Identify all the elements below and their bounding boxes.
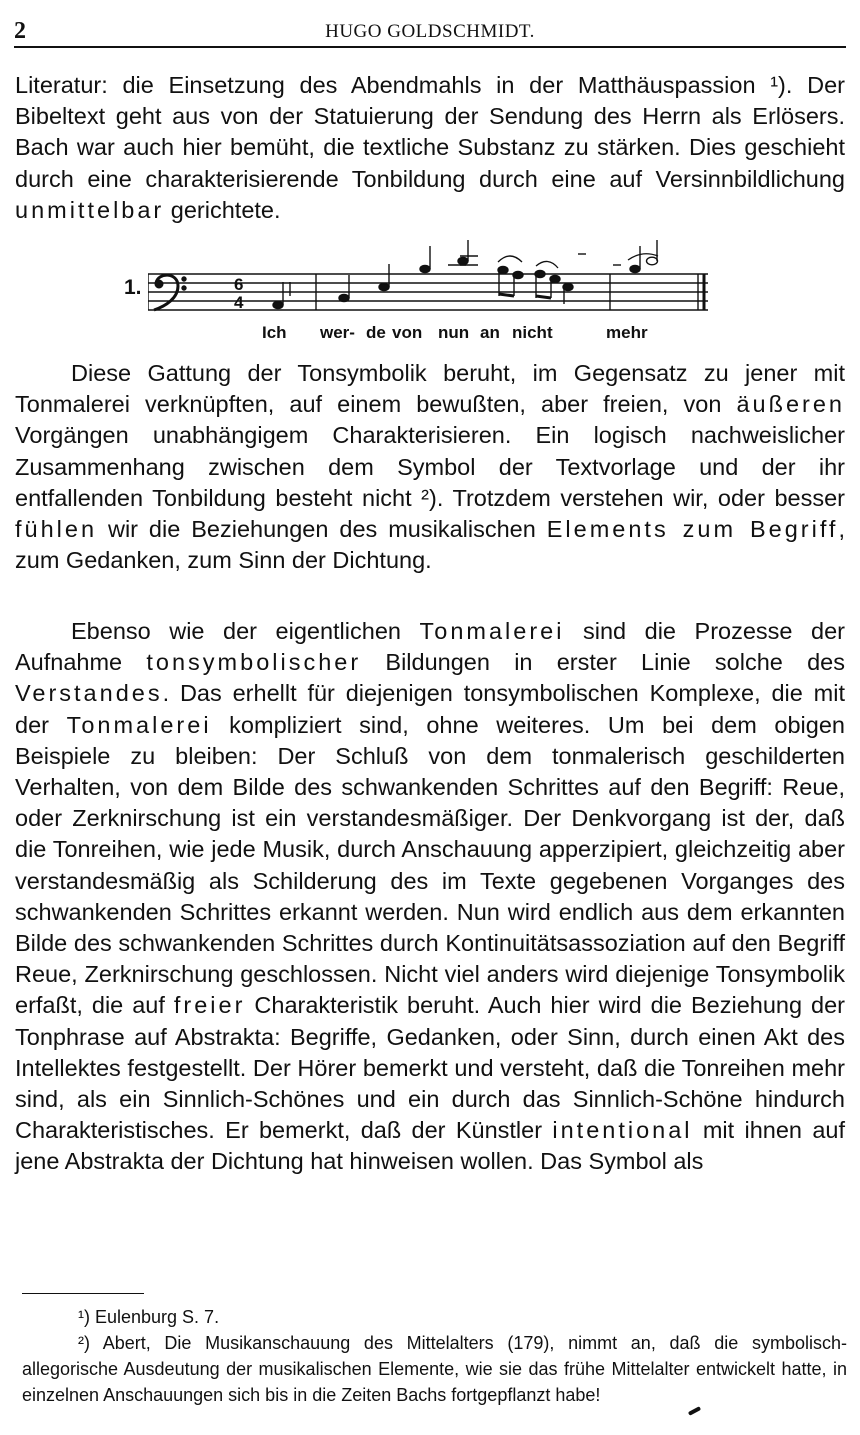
footnote-1: ¹) Eulenburg S. 7. — [78, 1307, 220, 1327]
footnote-separator — [22, 1293, 144, 1294]
paragraph-3-text-f: Charakteristik beruht. Auch hier wird die Beziehung der Tonphrase auf Abstrakta: Begriffe, Gedanken, oder Sinn, durch einen Akt des Intellektes festgestellt. Der Hörer bemerkt und versteht, daß die Tonreihen mehr sind, als ein Sinnlich-Schönes und ein durch das Sinnlich-Schöne hindurch Charakteristisches. Er bemerkt, daß der Künstler — [15, 992, 845, 1144]
music-example — [118, 238, 718, 348]
paragraph-2-text-d: , zum Gedanken, zum Sinn der Dichtung. — [15, 516, 845, 574]
running-head: HUGO GOLDSCHMIDT. — [325, 21, 535, 42]
paragraph-3-text-g: mit ihnen auf jene Abstrakta der Dichtung hat hinweisen wollen. Das Symbol als — [15, 1117, 845, 1175]
paragraph-2-text-c: wir die Beziehungen des musikalischen — [97, 516, 547, 543]
spaced-emphasis: äußeren — [736, 391, 845, 418]
paragraph-3 — [15, 616, 845, 1178]
lyric-syllable: de — [366, 323, 386, 342]
footnote-2 — [22, 1330, 847, 1408]
footnote-2-text: ²) Abert, Die Musikanschauung des Mittelalters (179), nimmt an, daß die symbolisch-allegorische Ausdeutung der musikalischen Elemente, wie sie das frühe Mittelalter entwickelt hatte, in einzelnen Anschauungen sich bis in die Zeiten Bachs fortgepflanzt habe! — [22, 1333, 847, 1405]
paragraph-1 — [15, 70, 845, 226]
time-signature-top: 6 — [234, 275, 244, 294]
lyric-syllable: mehr — [606, 323, 648, 342]
page-header — [14, 18, 846, 48]
lyric-syllable: nicht — [512, 323, 553, 342]
paragraph-3-text-a: Ebenso wie der eigentlichen — [71, 618, 420, 644]
paragraph-3-text-b: sind die Prozesse der Aufnahme — [15, 618, 845, 676]
paragraph-2 — [15, 358, 845, 576]
spaced-emphasis: Verstandes — [15, 680, 163, 707]
paragraph-1-text-b: gerichtete. — [164, 196, 281, 223]
page-number: 2 — [14, 18, 26, 44]
lyric-syllable: an — [480, 323, 500, 342]
lyric-syllable: nun — [438, 323, 470, 342]
spaced-emphasis: Elements zum Begriff — [546, 516, 839, 543]
paragraph-1-text-a: Literatur: die Einsetzung des Abendmahls in der Matthäuspassion ¹). Der Bibeltext geht aus von der Statuierung der Sendung des Herrn als Erlösers. Bach war auch hier bemüht, die textliche Substanz zu stärken. Dies geschieht durch eine charakterisierende Tonbildung durch eine auf Versinnbildlichung — [15, 72, 845, 192]
music-staff — [148, 238, 713, 318]
paragraph-3-text-e: kompliziert sind, ohne weiteres. Um bei dem obigen Beispiele zu bleiben: Der Schluß von dem tonmalerisch geschilderten Verhalten, von dem Bilde des schwankenden Schrittes auf den Begriff: Reue, oder Zerknirschung ist ein verstandesmäßiger. Der Denkvorgang ist der, daß die Tonreihen, wie jede Musik, durch Anschauung apperzipiert, gleichzeitig aber verstandesmäßig als Schilderung des im Texte gegebenen Vorganges des schwankenden Schrittes erkannt werden. Nun wird endlich aus dem erkannten Bilde des schwankenden Schrittes durch Kontinuitätsassoziation auf den Begriff Reue, Zerknirschung geschlossen. Nicht viel anders wird diejenige Tonsymbolik erfaßt, die auf — [15, 711, 845, 1019]
example-number: 1. — [124, 276, 142, 299]
spaced-emphasis: Tonmalerei — [66, 711, 212, 738]
lyrics-line — [118, 323, 718, 347]
lyric-syllable: Ich — [262, 323, 287, 342]
paragraph-2-text-a: Diese Gattung der Tonsymbolik beruht, im Gegensatz zu jener mit Tonmalerei verknüpften, auf einem bewußten, aber freien, von — [15, 360, 845, 418]
time-signature-bottom: 4 — [234, 293, 244, 312]
spaced-emphasis: fühlen — [15, 516, 98, 543]
spaced-emphasis: tonsymbolischer — [146, 649, 362, 676]
spaced-emphasis: freier — [173, 992, 246, 1019]
paragraph-3-text-d: . Das erhellt für diejenigen tonsymbolischen Komplexe, die mit der — [15, 680, 845, 738]
spaced-emphasis: intentional — [552, 1117, 693, 1144]
spaced-emphasis: Tonmalerei — [419, 618, 565, 644]
lyric-syllable: von — [392, 323, 423, 342]
lyric-syllable: wer- — [320, 323, 355, 342]
paragraph-2-text-b: Vorgängen unabhängigem Charakterisieren. Ein logisch nachweislicher Zusammenhang zwischen dem Symbol der Textvorlage und der ihr entfallenden Tonbildung besteht nicht ²). Trotzdem verstehen wir, oder besser — [15, 422, 845, 511]
paragraph-3-text-c: Bildungen in erster Linie solche des — [361, 649, 845, 676]
spaced-emphasis: unmittelbar — [15, 196, 165, 223]
